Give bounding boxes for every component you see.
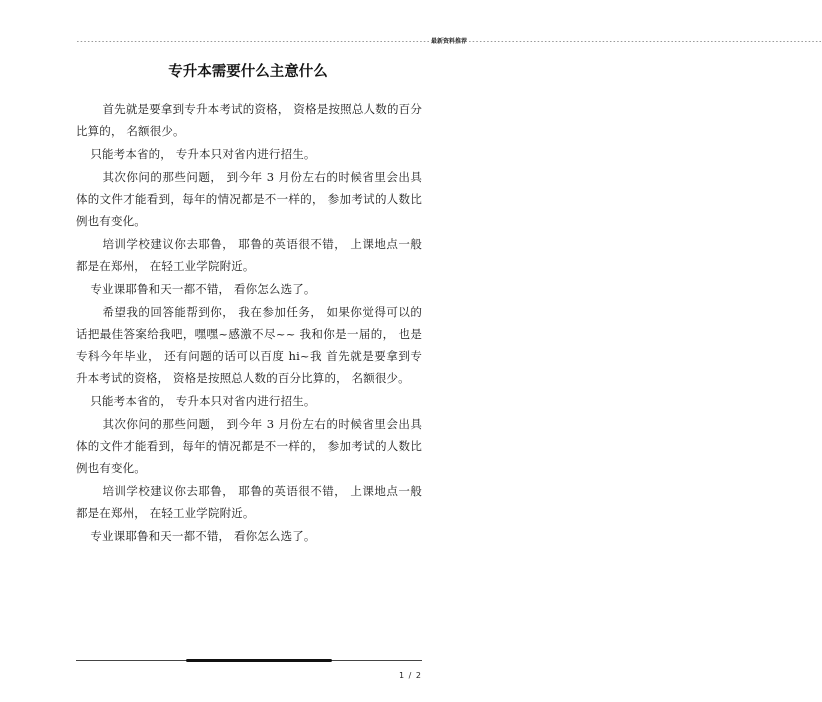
document-title: 专升本需要什么主意什么 <box>168 64 328 80</box>
paragraph: 培训学校建议你去耶鲁， 耶鲁的英语很不错， 上课地点一般都是在郑州， 在轻工业学院附近。 <box>76 484 422 520</box>
document-body <box>76 98 422 548</box>
paragraph: 其次你问的那些问题， 到今年 3 月份左右的时候省里会出具体的文件才能看到，每年的情况都是不一样的， 参加考试的人数比例也有变化。 <box>76 417 422 475</box>
paragraph: 其次你问的那些问题， 到今年 3 月份左右的时候省里会出具体的文件才能看到，每年的情况都是不一样的， 参加考试的人数比例也有变化。 <box>76 170 422 228</box>
page-number: 1 / 2 <box>399 671 422 680</box>
paragraph: 培训学校建议你去耶鲁， 耶鲁的英语很不错， 上课地点一般都是在郑州， 在轻工业学院附近。 <box>76 237 422 273</box>
paragraph: 专业课耶鲁和天一都不错， 看你怎么选了。 <box>90 529 316 543</box>
footer-divider <box>76 659 422 662</box>
page-header <box>76 36 822 48</box>
paragraph: 只能考本省的， 专升本只对省内进行招生。 <box>90 147 316 161</box>
paragraph: 专业课耶鲁和天一都不错， 看你怎么选了。 <box>90 282 316 296</box>
header-label: 最新资料推荐 <box>431 38 468 45</box>
paragraph: 希望我的回答能帮到你， 我在参加任务， 如果你觉得可以的话把最佳答案给我吧，嘿嘿~感激不尽~~ 我和你是一届的， 也是专科今年毕业， 还有问题的话可以百度 hi~我 首先就是要拿到专升本考试的资格， 资格是按照总人数的百分比算的， 名额很少。 <box>76 305 422 385</box>
paragraph: 首先就是要拿到专升本考试的资格， 资格是按照总人数的百分比算的， 名额很少。 <box>76 102 422 138</box>
header-rule-right: -------------------------------------------------------------------------------------------------- <box>468 38 822 45</box>
paragraph: 只能考本省的， 专升本只对省内进行招生。 <box>90 394 316 408</box>
header-rule-left: -------------------------------------------------------------------------------------------------- <box>76 38 431 45</box>
